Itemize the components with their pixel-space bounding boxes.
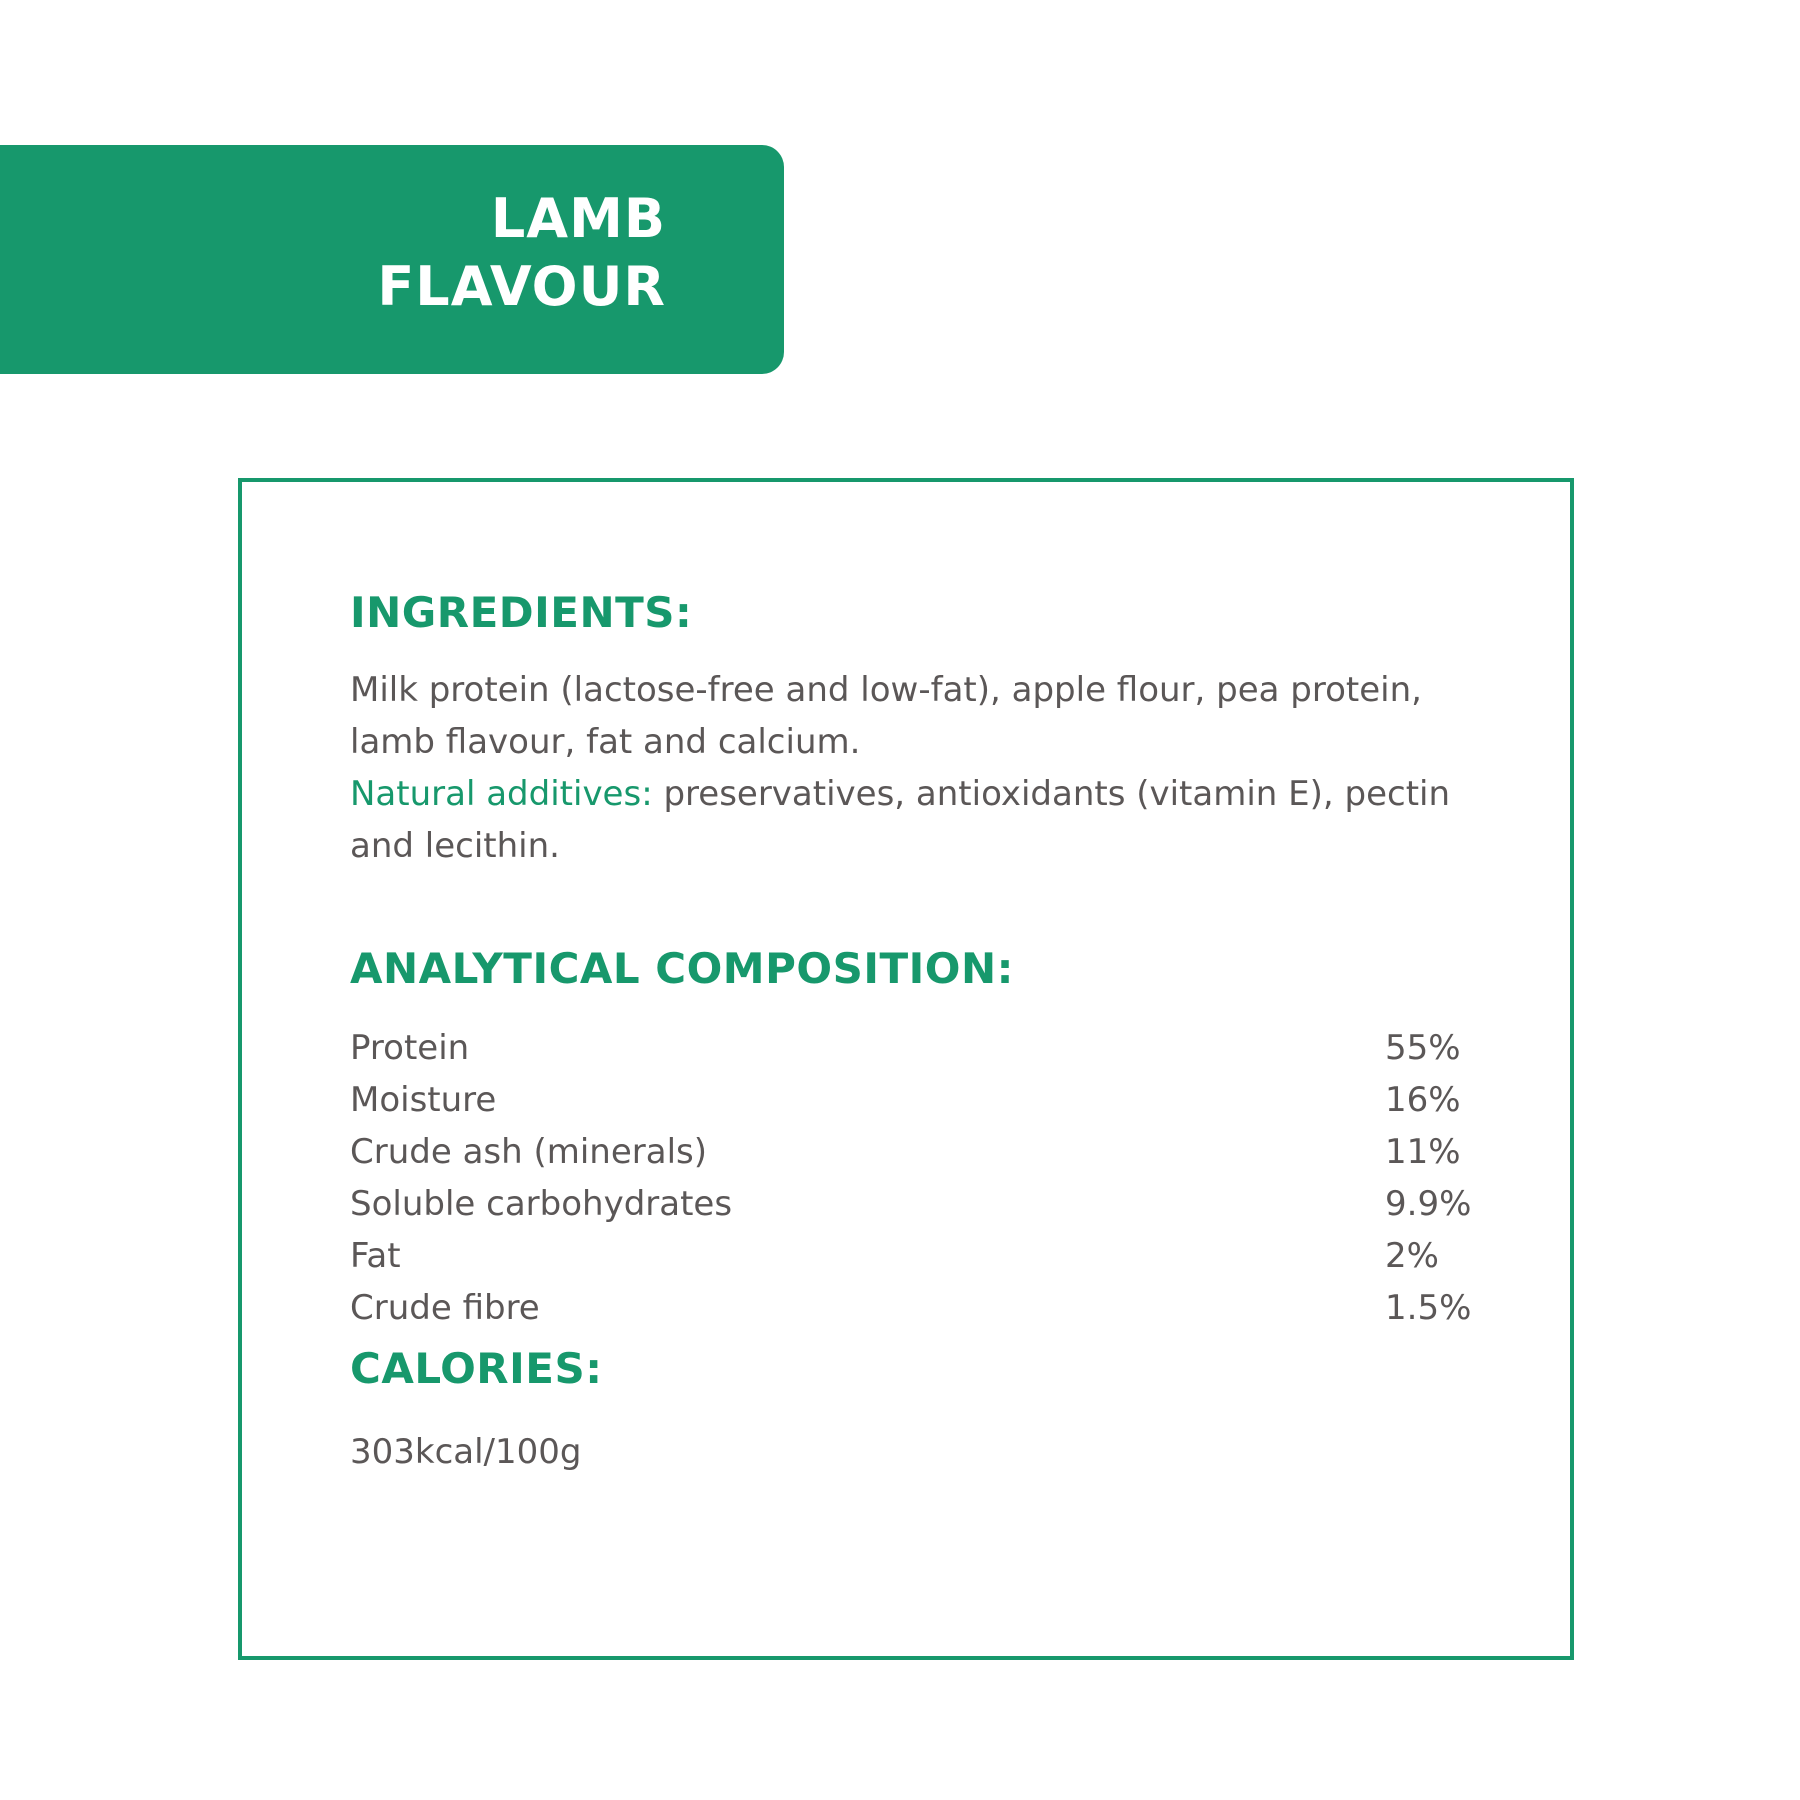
nutrient-name: Soluble carbohydrates [350, 1184, 733, 1224]
additives-text: preservatives, antioxidants (vitamin E), pectin and lecithin. [350, 774, 1451, 866]
additives-label: Natural additives: [350, 774, 653, 814]
nutrient-name: Fat [350, 1236, 401, 1276]
nutrient-percent: 11% [1385, 1132, 1461, 1172]
flavour-title-line2: FLAVOUR [377, 255, 666, 318]
composition-table [350, 1022, 1472, 1334]
nutrient-percent: 9.9% [1385, 1184, 1472, 1224]
flavour-banner [0, 145, 784, 374]
nutrient-name: Moisture [350, 1080, 497, 1120]
ingredients-text: Milk protein (lactose-free and low-fat), apple flour, pea protein, lamb flavour, fat and calcium. [350, 670, 1422, 762]
nutrient-name: Crude ash (minerals) [350, 1132, 708, 1172]
flavour-title [377, 185, 666, 321]
ingredients-heading: INGREDIENTS: [350, 588, 693, 637]
nutrition-info-box [238, 478, 1574, 1660]
composition-row [350, 1282, 1472, 1334]
analytical-composition-heading: ANALYTICAL COMPOSITION: [350, 944, 1014, 993]
nutrient-percent: 55% [1385, 1028, 1461, 1068]
composition-row [350, 1074, 1460, 1126]
nutrient-name: Protein [350, 1028, 470, 1068]
flavour-title-line1: LAMB [490, 187, 666, 250]
composition-row [350, 1230, 1460, 1282]
calories-heading: CALORIES: [350, 1344, 603, 1393]
composition-row [350, 1022, 1460, 1074]
composition-row [350, 1178, 1472, 1230]
nutrient-name: Crude fibre [350, 1288, 540, 1328]
ingredients-list [350, 664, 1470, 872]
nutrient-percent: 16% [1385, 1080, 1461, 1120]
composition-row [350, 1126, 1460, 1178]
nutrient-percent: 1.5% [1385, 1288, 1472, 1328]
calories-value: 303kcal/100g [350, 1432, 582, 1472]
nutrient-percent: 2% [1385, 1236, 1439, 1276]
